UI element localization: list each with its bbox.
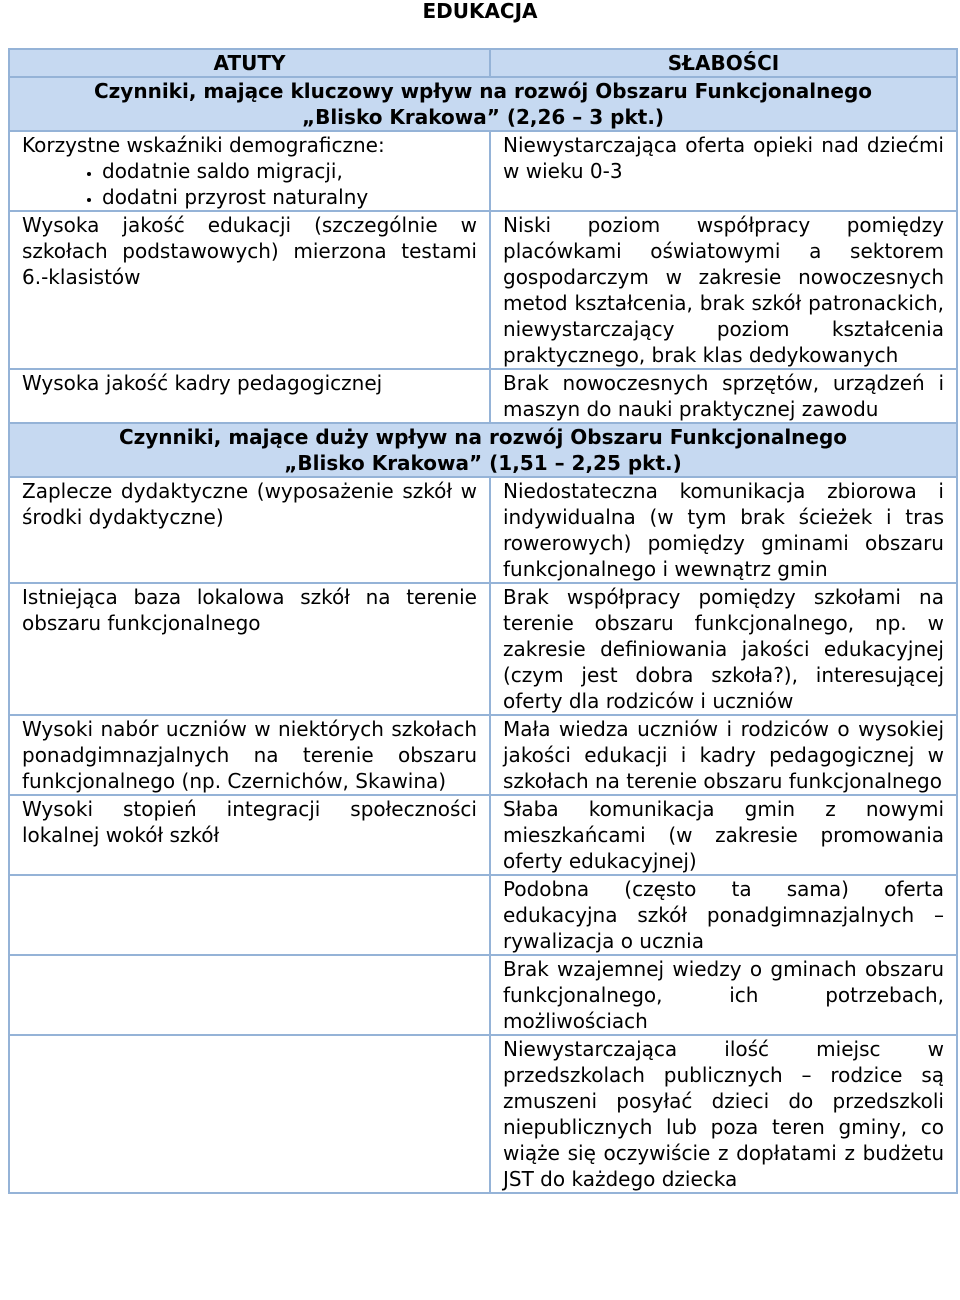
table-row <box>9 583 957 715</box>
group2-heading-line1: Czynniki, mające duży wpływ na rozwój Obszaru Funkcjonalnego <box>118 425 848 449</box>
group1-heading-row <box>9 77 957 131</box>
column-header-row <box>9 49 957 77</box>
weakness-cell: Brak nowoczesnych sprzętów, urządzeń i maszyn do nauki praktycznej zawodu <box>490 369 957 423</box>
strength-cell: Istniejąca baza lokalowa szkół na terenie obszaru funkcjonalnego <box>9 583 490 715</box>
weaknesses-header: SŁABOŚCI <box>490 49 957 77</box>
weakness-cell: Niski poziom współpracy pomiędzy placówkami oświatowymi a sektorem gospodarczym w zakresie nowoczesnych metod kształcenia, brak szkół patronackich, niewystarczający poziom kształcenia praktycznego, brak klas dedykowanych <box>490 211 957 369</box>
group2-heading <box>9 423 957 477</box>
weakness-cell: Niewystarczająca oferta opieki nad dziećmi w wieku 0-3 <box>490 131 957 211</box>
table-row <box>9 955 957 1035</box>
strength-cell: Zaplecze dydaktyczne (wyposażenie szkół w środki dydaktyczne) <box>9 477 490 583</box>
strength-cell: Wysoka jakość edukacji (szczególnie w szkołach podstawowych) mierzona testami 6.-klasistów <box>9 211 490 369</box>
table-row <box>9 369 957 423</box>
weakness-cell: Niedostateczna komunikacja zbiorowa i indywidualna (w tym brak ścieżek i tras rowerowych) pomiędzy gminami obszaru funkcjonalnego i wewnątrz gmin <box>490 477 957 583</box>
group2-heading-row <box>9 423 957 477</box>
group1-heading-line2: „Blisko Krakowa” (2,26 – 3 pkt.) <box>301 105 665 129</box>
weakness-cell: Brak wzajemnej wiedzy o gminach obszaru funkcjonalnego, ich potrzebach, możliwościach <box>490 955 957 1035</box>
weakness-cell: Niewystarczająca ilość miejsc w przedszkolach publicznych – rodzice są zmuszeni posyłać dzieci do przedszkoli niepublicznych lub poza teren gminy, co wiąże się oczywiście z dopłatami z budżetu JST do każdego dziecka <box>490 1035 957 1193</box>
table-row <box>9 795 957 875</box>
weakness-cell: Mała wiedza uczniów i rodziców o wysokiej jakości edukacji i kadry pedagogicznej w szkołach na terenie obszaru funkcjonalnego <box>490 715 957 795</box>
table-row <box>9 477 957 583</box>
weakness-cell: Podobna (często ta sama) oferta edukacyjna szkół ponadgimnazjalnych – rywalizacja o ucznia <box>490 875 957 955</box>
strength-cell: Wysoki stopień integracji społeczności lokalnej wokół szkół <box>9 795 490 875</box>
strength-text: Korzystne wskaźniki demograficzne: <box>22 133 385 157</box>
strength-cell <box>9 131 490 211</box>
table-row <box>9 211 957 369</box>
table-row <box>9 715 957 795</box>
list-item: • dodatni przyrost naturalny <box>102 184 477 210</box>
weakness-cell: Brak współpracy pomiędzy szkołami na terenie obszaru funkcjonalnego, np. w zakresie definiowania jakości edukacyjnej (czym jest dobra szkoła?), interesującej oferty dla rodziców i uczniów <box>490 583 957 715</box>
strength-cell <box>9 1035 490 1193</box>
group2-heading-line2: „Blisko Krakowa” (1,51 – 2,25 pkt.) <box>284 451 682 475</box>
table-row <box>9 1035 957 1193</box>
strengths-header: ATUTY <box>9 49 490 77</box>
strength-cell <box>9 955 490 1035</box>
table-row <box>9 875 957 955</box>
group1-heading <box>9 77 957 131</box>
document-title: EDUKACJA <box>422 0 538 23</box>
weakness-cell: Słaba komunikacja gmin z nowymi mieszkańcami (w zakresie promowania oferty edukacyjnej) <box>490 795 957 875</box>
strength-cell <box>9 875 490 955</box>
swot-table <box>8 48 958 1194</box>
group1-heading-line1: Czynniki, mające kluczowy wpływ na rozwój Obszaru Funkcjonalnego <box>93 79 873 103</box>
strength-cell: Wysoki nabór uczniów w niektórych szkołach ponadgimnazjalnych na terenie obszaru funkcjonalnego (np. Czernichów, Skawina) <box>9 715 490 795</box>
list-item: • dodatnie saldo migracji, <box>102 158 477 184</box>
strength-cell: Wysoka jakość kadry pedagogicznej <box>9 369 490 423</box>
table-row <box>9 131 957 211</box>
strength-bullet-list <box>22 158 477 210</box>
